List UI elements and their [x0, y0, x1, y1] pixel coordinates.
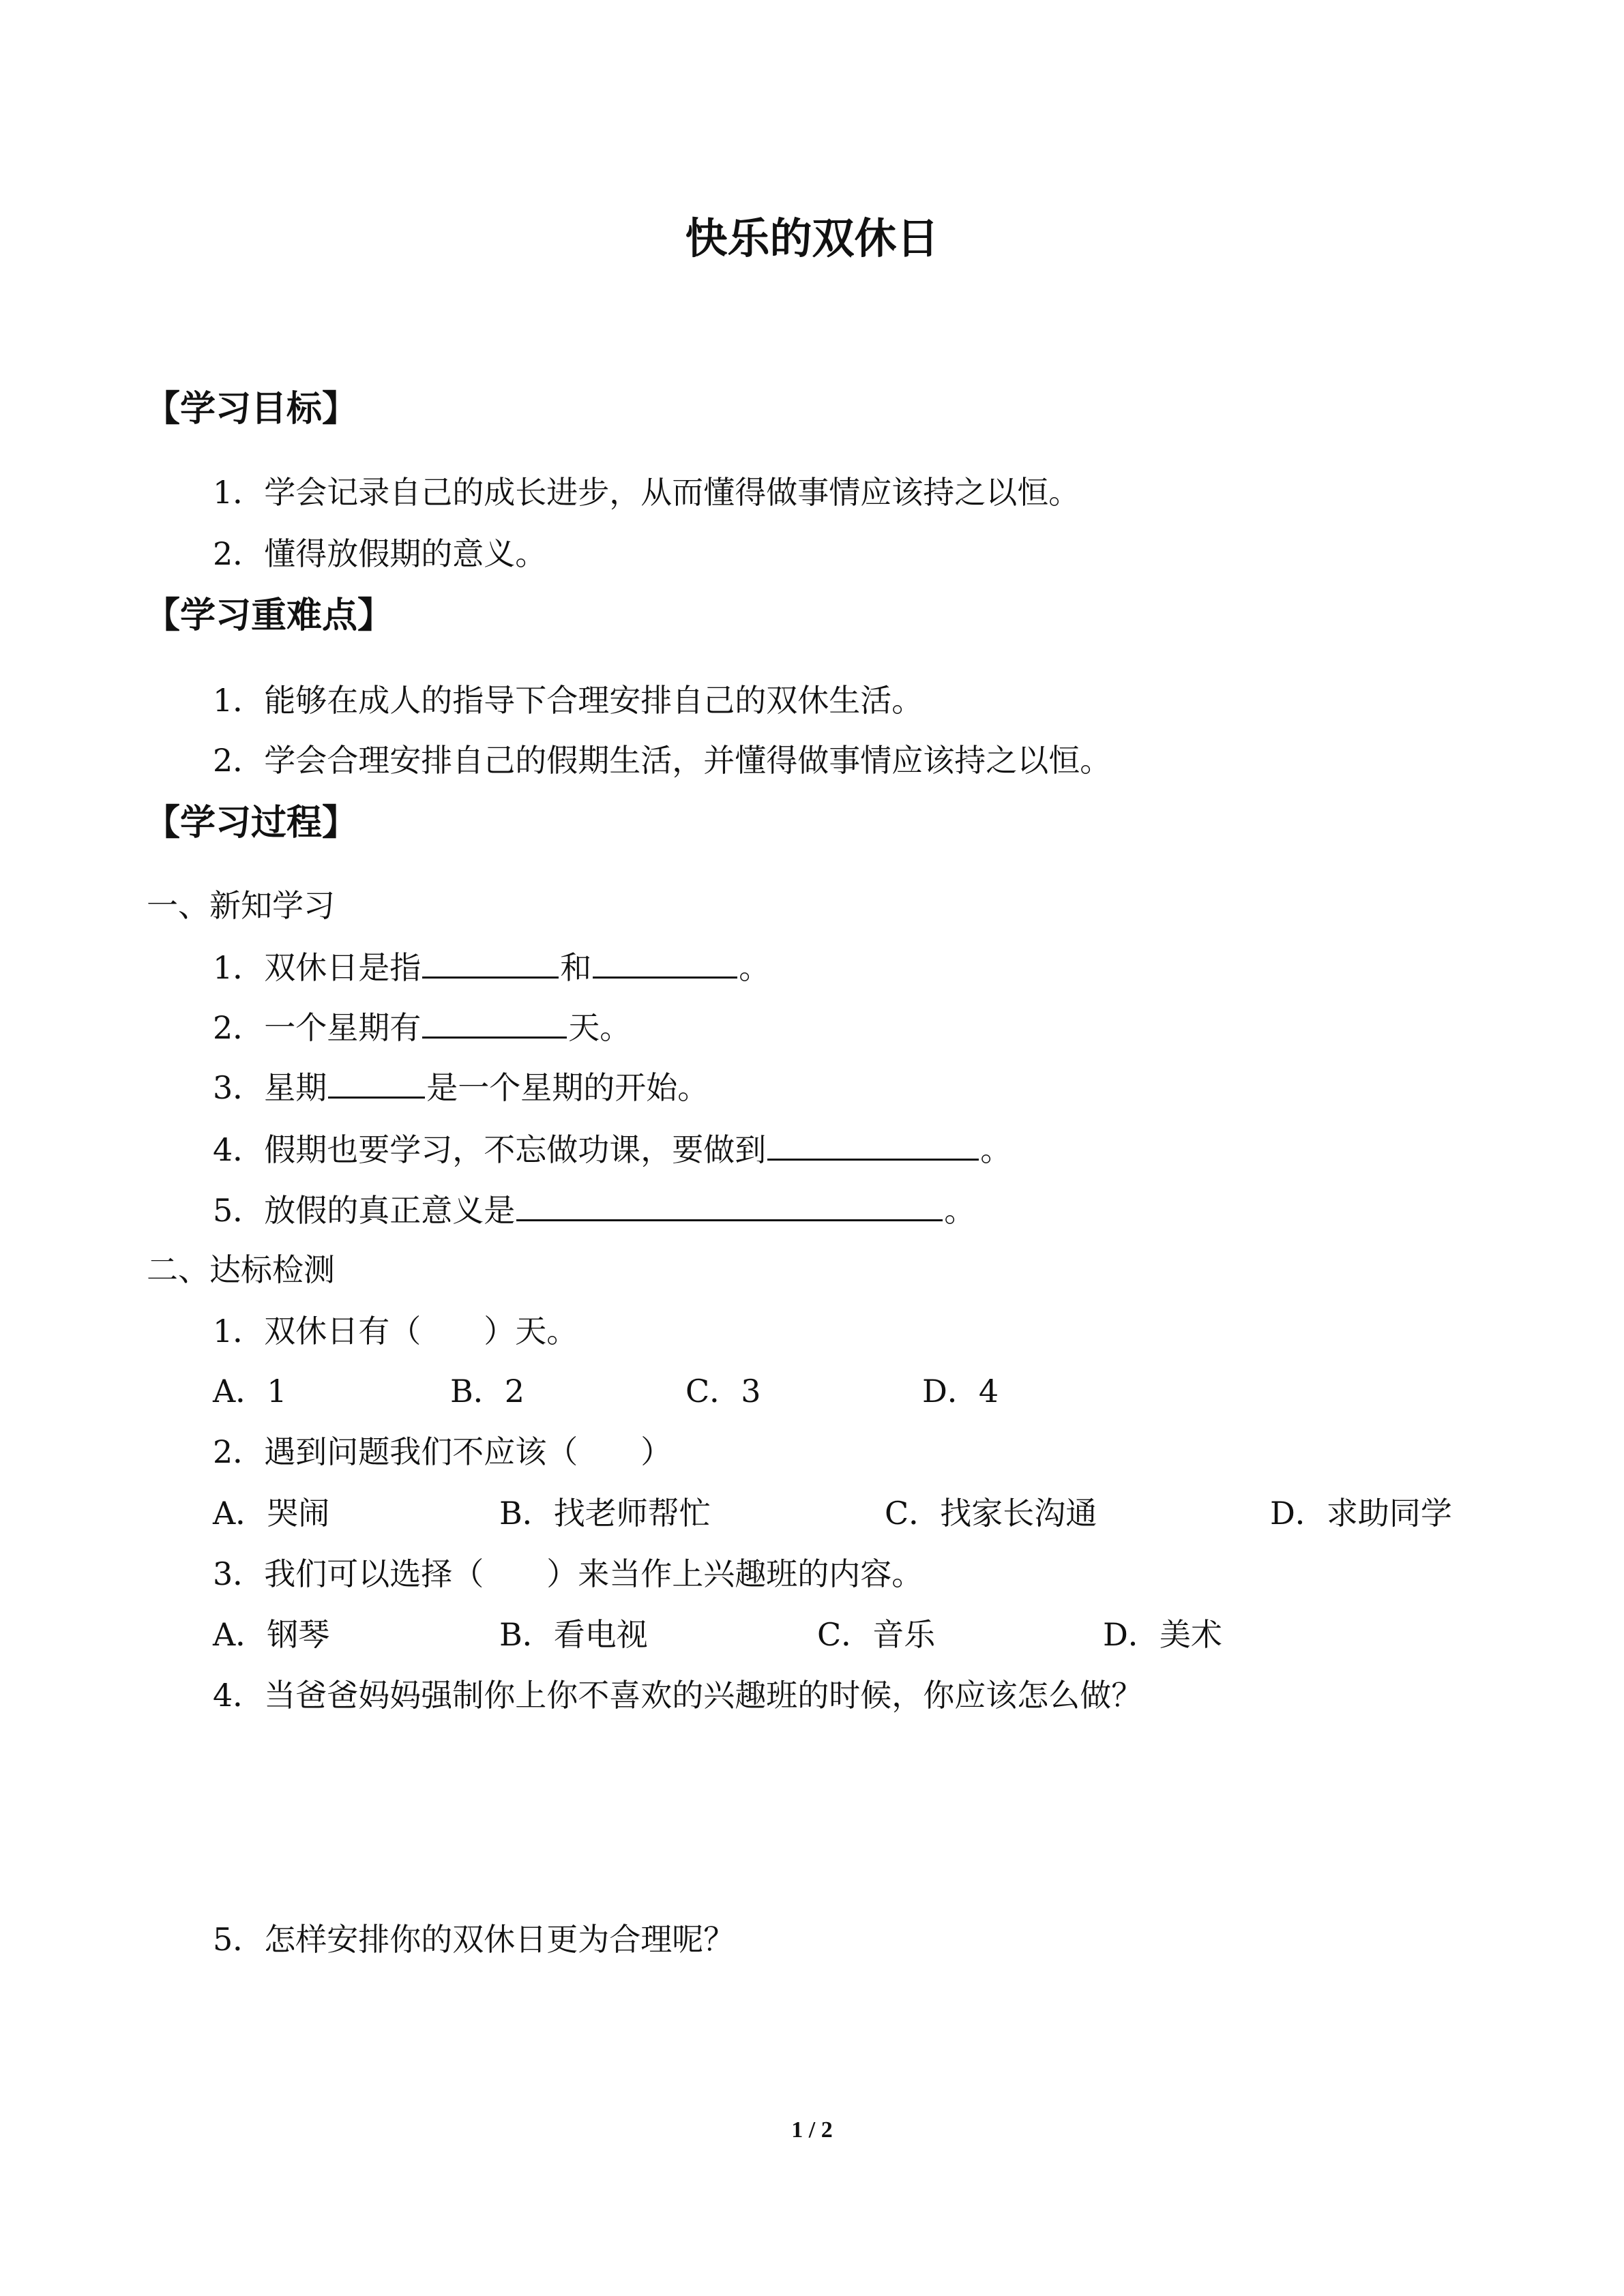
fill-question-4-text-a: 4．假期也要学习，不忘做功课，要做到	[213, 1131, 767, 1168]
fill-question-5-text-b: 。	[944, 1192, 976, 1229]
choice-question-2	[213, 1430, 672, 1474]
q3-option-d[interactable]: D．美术	[1103, 1616, 1222, 1653]
q2-option-c[interactable]: C．找家长沟通	[885, 1495, 1097, 1532]
q1-option-b[interactable]: B．2	[450, 1373, 525, 1410]
fill-blank[interactable]	[767, 1127, 979, 1161]
fill-question-5-text-a: 5．放假的真正意义是	[213, 1192, 516, 1229]
fill-blank[interactable]	[593, 945, 737, 979]
q3-option-a[interactable]: A．钢琴	[213, 1616, 330, 1653]
fill-blank[interactable]	[422, 945, 559, 979]
choice-question-1-stem-b: ）天。	[484, 1313, 578, 1350]
page-title: 快乐的双休日	[685, 213, 939, 263]
q3-option-c[interactable]: C．音乐	[817, 1616, 936, 1653]
fill-question-1-text-a: 1．双休日是指	[213, 949, 422, 986]
fill-question-2-text-b: 天。	[568, 1009, 632, 1046]
fill-question-3-text-a: 3．星期	[213, 1069, 327, 1106]
page-number: 1 / 2	[791, 2117, 833, 2143]
fill-question-1-text-c: 。	[739, 949, 771, 986]
choice-question-1-stem-a: 1．双休日有（	[213, 1313, 422, 1350]
fill-question-4-text-b: 。	[980, 1131, 1012, 1168]
choice-question-3	[213, 1552, 923, 1596]
answer-area-4[interactable]	[213, 1732, 1441, 1903]
fill-question-2-text-a: 2．一个星期有	[213, 1009, 422, 1046]
fill-blank[interactable]	[422, 1005, 567, 1039]
choice-question-3-stem-b: ）来当作上兴趣班的内容。	[546, 1555, 924, 1592]
fill-blank[interactable]	[328, 1065, 425, 1099]
fill-question-1-text-b: 和	[560, 949, 592, 986]
goals-heading: 【学习目标】	[145, 389, 358, 430]
fill-question-4	[213, 1127, 1012, 1172]
q1-option-d[interactable]: D．4	[922, 1373, 999, 1410]
key-points-heading: 【学习重难点】	[145, 595, 394, 636]
part2-label: 二、达标检测	[147, 1251, 335, 1288]
fill-question-1	[213, 945, 770, 989]
fill-blank[interactable]	[516, 1188, 943, 1221]
part1-label: 一、新知学习	[147, 887, 335, 924]
fill-question-5	[213, 1188, 975, 1232]
answer-area-5[interactable]	[213, 1978, 1441, 2100]
open-question-4: 4．当爸爸妈妈强制你上你不喜欢的兴趣班的时候，你应该怎么做？	[213, 1677, 1143, 1714]
goal-item-1: 1．学会记录自己的成长进步，从而懂得做事情应该持之以恒。	[213, 474, 1080, 511]
key-point-item-1: 1．能够在成人的指导下合理安排自己的双休生活。	[213, 682, 924, 719]
process-heading: 【学习过程】	[145, 803, 358, 844]
choice-question-2-stem-b: ）	[640, 1433, 673, 1470]
q2-option-a[interactable]: A．哭闹	[213, 1495, 330, 1532]
fill-question-3-text-b: 是一个星期的开始。	[426, 1069, 709, 1106]
q1-option-c[interactable]: C．3	[685, 1373, 761, 1410]
open-question-5: 5．怎样安排你的双休日更为合理呢？	[213, 1921, 735, 1958]
q2-option-d[interactable]: D．求助同学	[1270, 1495, 1452, 1532]
goal-item-2: 2．懂得放假期的意义。	[213, 535, 547, 572]
fill-question-3	[213, 1065, 709, 1109]
q3-option-b[interactable]: B．看电视	[499, 1616, 648, 1653]
choice-question-3-stem-a: 3．我们可以选择（	[213, 1555, 484, 1592]
choice-question-2-stem-a: 2．遇到问题我们不应该（	[213, 1433, 578, 1470]
choice-question-1	[213, 1309, 578, 1353]
q2-option-b[interactable]: B．找老师帮忙	[499, 1495, 711, 1532]
fill-question-2	[213, 1005, 631, 1049]
key-point-item-2: 2．学会合理安排自己的假期生活，并懂得做事情应该持之以恒。	[213, 742, 1112, 779]
q1-option-a[interactable]: A．1	[213, 1373, 287, 1410]
